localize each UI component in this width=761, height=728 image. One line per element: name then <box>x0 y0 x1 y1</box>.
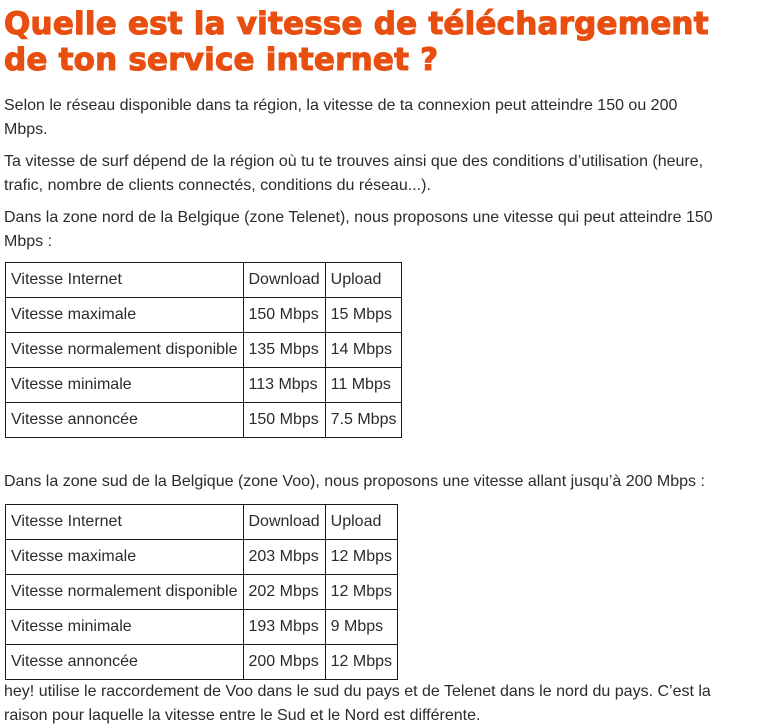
south-zone-paragraph: Dans la zone sud de la Belgique (zone Voo), nous proposons une vitesse allant jusqu’à 200 Mbps : <box>4 473 705 490</box>
table-row <box>6 368 402 403</box>
table-header-row <box>6 263 402 298</box>
table-cell: 15 Mbps <box>325 298 402 333</box>
table-row <box>6 298 402 333</box>
table-cell: Vitesse maximale <box>6 298 244 333</box>
table-row <box>6 645 398 680</box>
north-zone-paragraph: Dans la zone nord de la Belgique (zone Telenet), nous proposons une vitesse qui peut atteindre 150 Mbps : <box>4 209 713 250</box>
table-cell: 150 Mbps <box>243 403 325 438</box>
table-cell: 14 Mbps <box>325 333 402 368</box>
table-cell: 202 Mbps <box>243 575 325 610</box>
footer-paragraph: hey! utilise le raccordement de Voo dans le sud du pays et de Telenet dans le nord du pays. C’est la raison pour laquelle la vitesse entre le Sud et le Nord est différente. <box>4 683 711 724</box>
table-cell: Vitesse normalement disponible <box>6 333 244 368</box>
table-cell: 11 Mbps <box>325 368 402 403</box>
intro-paragraph: Selon le réseau disponible dans ta région, la vitesse de ta connexion peut atteindre 150 ou 200 Mbps. <box>4 97 678 138</box>
table-cell: Vitesse annoncée <box>6 645 244 680</box>
table-cell: 9 Mbps <box>325 610 397 645</box>
table-row <box>6 333 402 368</box>
surf-speed-paragraph: Ta vitesse de surf dépend de la région où tu te trouves ainsi que des conditions d’utilisation (heure, trafic, nombre de clients connectés, conditions du réseau...). <box>4 153 704 194</box>
table-cell: 135 Mbps <box>243 333 325 368</box>
table-cell: 12 Mbps <box>325 540 397 575</box>
table-header-cell: Upload <box>325 263 402 298</box>
table-header-cell: Download <box>243 505 325 540</box>
table-cell: 12 Mbps <box>325 575 397 610</box>
table-cell: Vitesse normalement disponible <box>6 575 244 610</box>
table-cell: Vitesse minimale <box>6 368 244 403</box>
table-cell: Vitesse annoncée <box>6 403 244 438</box>
page-title: Quelle est la vitesse de téléchargement de ton service internet ? <box>4 6 709 78</box>
table-cell: Vitesse minimale <box>6 610 244 645</box>
table-cell: 200 Mbps <box>243 645 325 680</box>
table-header-cell: Vitesse Internet <box>6 263 244 298</box>
table-header-cell: Upload <box>325 505 397 540</box>
north-speed-table <box>5 262 402 438</box>
table-cell: 203 Mbps <box>243 540 325 575</box>
table-cell: 113 Mbps <box>243 368 325 403</box>
table-header-cell: Download <box>243 263 325 298</box>
table-cell: Vitesse maximale <box>6 540 244 575</box>
table-cell: 7.5 Mbps <box>325 403 402 438</box>
table-row <box>6 575 398 610</box>
table-row <box>6 540 398 575</box>
table-cell: 12 Mbps <box>325 645 397 680</box>
table-header-cell: Vitesse Internet <box>6 505 244 540</box>
table-row <box>6 403 402 438</box>
table-cell: 150 Mbps <box>243 298 325 333</box>
table-cell: 193 Mbps <box>243 610 325 645</box>
south-speed-table <box>5 504 398 680</box>
table-header-row <box>6 505 398 540</box>
table-row <box>6 610 398 645</box>
